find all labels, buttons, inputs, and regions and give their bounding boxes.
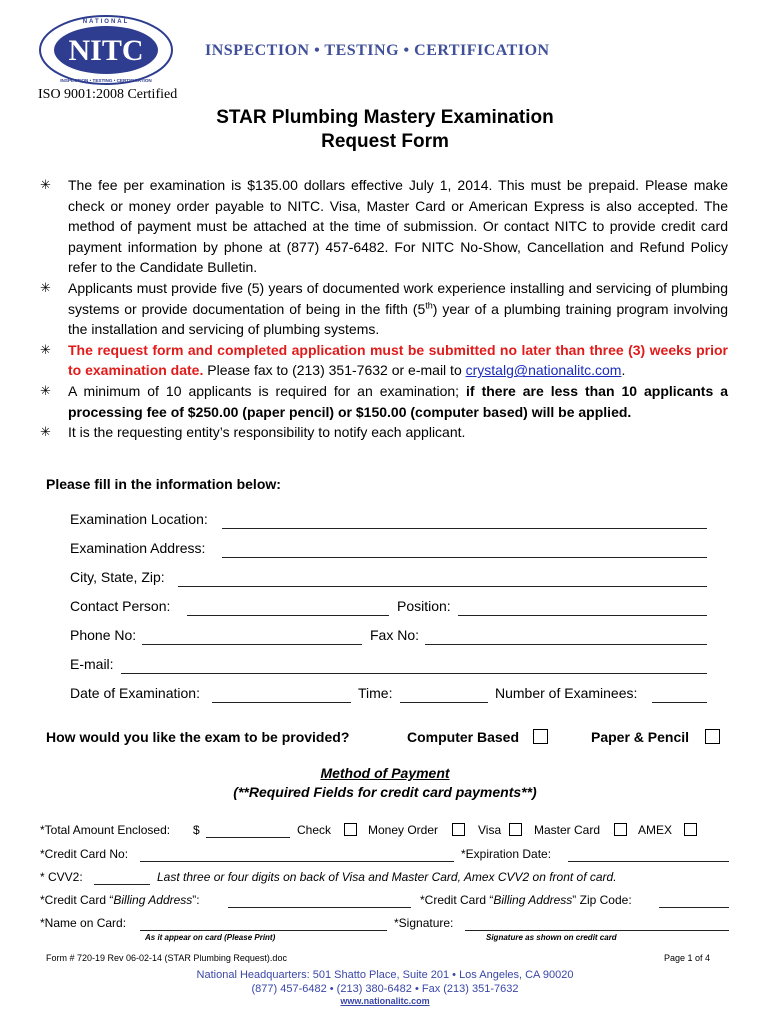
exam-date-field[interactable]: [212, 702, 351, 703]
nitc-logo: [38, 14, 174, 86]
num-examinees-label: Number of Examinees:: [495, 685, 638, 701]
check-label: Check: [297, 823, 332, 837]
dollar-sign: $: [193, 823, 200, 837]
signature-label: *Signature:: [394, 916, 454, 930]
time-label: Time:: [358, 685, 393, 701]
money-order-label: Money Order: [368, 823, 439, 837]
time-field[interactable]: [400, 702, 488, 703]
master-card-checkbox[interactable]: [614, 823, 627, 836]
check-checkbox[interactable]: [344, 823, 357, 836]
name-on-card-label: *Name on Card:: [40, 916, 127, 930]
hq-phones: (877) 457-6482 • (213) 380-6482 • Fax (213) 351-7632: [251, 983, 519, 995]
fax-label: Fax No:: [370, 627, 420, 643]
position-label: Position:: [397, 598, 451, 614]
instruction-notify: ✳ It is the requesting entity’s responsibility to notify each applicant.: [40, 422, 728, 443]
phone-field[interactable]: [142, 644, 362, 645]
total-amount-label: *Total Amount Enclosed:: [40, 823, 171, 837]
email-link[interactable]: crystalg@nationalitc.com: [465, 362, 622, 379]
computer-based-label: Computer Based: [407, 729, 520, 745]
instruction-minimum: ✳ A minimum of 10 applicants is required for an examination; if there are less than 10 applicants a processing fee of $250.00 (paper pencil) or $150.00 (computer based) will be applied.: [40, 382, 729, 420]
expiration-field[interactable]: [568, 861, 729, 862]
exam-address-label: Examination Address:: [70, 540, 206, 556]
billing-address-label: *Credit Card “Billing Address”:: [40, 893, 200, 907]
billing-zip-field[interactable]: [659, 907, 729, 908]
position-field[interactable]: [458, 615, 707, 616]
bullet-mark-icon: ✳: [40, 424, 51, 440]
signature-note: Signature as shown on credit card: [486, 933, 617, 942]
visa-label: Visa: [478, 823, 502, 837]
iso-certification: ISO 9001:2008 Certified: [38, 87, 178, 102]
instruction-experience: ✳ Applicants must provide five (5) years of documented work experience installing and servicing of plumbing systems or provide documentation of being in the fifth (5th) year of a plumbing training program involving the installation and servicing of plumbing systems.: [40, 279, 728, 338]
amex-checkbox[interactable]: [684, 823, 697, 836]
bullet-mark-icon: ✳: [40, 382, 51, 398]
header-tagline: INSPECTION • TESTING • CERTIFICATION: [205, 42, 550, 59]
cc-number-field[interactable]: [140, 861, 454, 862]
cc-number-label: *Credit Card No:: [40, 847, 129, 861]
fax-field[interactable]: [425, 644, 707, 645]
exam-date-label: Date of Examination:: [70, 685, 200, 701]
money-order-checkbox[interactable]: [452, 823, 465, 836]
form-title-line2: Request Form: [321, 131, 449, 152]
total-amount-field[interactable]: [206, 837, 290, 838]
paper-pencil-checkbox[interactable]: [705, 729, 720, 744]
form-title-line1: STAR Plumbing Mastery Examination: [216, 107, 554, 128]
website-link[interactable]: www.nationalitc.com: [340, 996, 430, 1006]
name-on-card-note: As it appear on card (Please Print): [145, 933, 276, 942]
city-state-zip-field[interactable]: [178, 586, 707, 587]
email-field[interactable]: [121, 673, 707, 674]
num-examinees-field[interactable]: [652, 702, 707, 703]
logo-ring-top: NATIONAL: [82, 19, 130, 25]
email-label: E-mail:: [70, 656, 114, 672]
bullet-mark-icon: ✳: [40, 341, 51, 357]
master-card-label: Master Card: [534, 823, 601, 837]
payment-subheading: (**Required Fields for credit card payments**): [233, 784, 537, 800]
cvv2-note: Last three or four digits on back of Visa and Master Card, Amex CVV2 on front of card.: [157, 870, 617, 884]
exam-location-field[interactable]: [222, 528, 707, 529]
expiration-label: *Expiration Date:: [461, 847, 552, 861]
logo-ring-bottom: INSPECTION • TESTING • CERTIFICATION: [60, 78, 152, 83]
computer-based-checkbox[interactable]: [533, 729, 548, 744]
billing-zip-label: *Credit Card “Billing Address” Zip Code:: [420, 893, 632, 907]
contact-person-field[interactable]: [187, 615, 389, 616]
signature-field[interactable]: [465, 930, 729, 931]
exam-location-label: Examination Location:: [70, 511, 208, 527]
paper-pencil-label: Paper & Pencil: [591, 729, 690, 745]
logo-text: NITC: [68, 34, 144, 67]
bullet-mark-icon: ✳: [40, 177, 51, 192]
instructions-list: [40, 175, 728, 443]
exam-type-question: How would you like the exam to be provided?: [46, 729, 350, 745]
instruction-deadline: ✳ The request form and completed application must be submitted no later than three (3) weeks prior to examination date. Please fax to (213) 351-7632 or e-mail to crystalg@nationalitc.com.: [40, 341, 728, 379]
cvv2-label: * CVV2:: [40, 870, 83, 884]
cvv2-field[interactable]: [94, 884, 150, 885]
billing-address-field[interactable]: [228, 907, 411, 908]
form-heading: Please fill in the information below:: [46, 476, 281, 492]
name-on-card-field[interactable]: [140, 930, 387, 931]
contact-person-label: Contact Person:: [70, 598, 171, 614]
hq-address: National Headquarters: 501 Shatto Place, Suite 201 • Los Angeles, CA 90020: [196, 969, 574, 981]
amex-label: AMEX: [638, 823, 673, 837]
exam-address-field[interactable]: [222, 557, 707, 558]
form-number: Form # 720-19 Rev 06-02-14 (STAR Plumbing Request).doc: [46, 953, 287, 963]
phone-label: Phone No:: [70, 627, 137, 643]
payment-heading: Method of Payment: [320, 765, 450, 781]
page-number: Page 1 of 4: [664, 953, 711, 963]
visa-checkbox[interactable]: [509, 823, 522, 836]
city-state-zip-label: City, State, Zip:: [70, 569, 165, 585]
instruction-fee: ✳ The fee per examination is $135.00 dollars effective July 1, 2014. This must be prepaid. Please make check or money order payable to NITC. Visa, Master Card or American Express is also accepted. The method of payment must be attached at the time of submission. Or contact NITC to provide credit card payment information by phone at (877) 457-6482. For NITC No-Show, Cancellation and Refund Policy refer to the Candidate Bulletin.: [40, 177, 728, 276]
bullet-mark-icon: ✳: [40, 279, 51, 295]
